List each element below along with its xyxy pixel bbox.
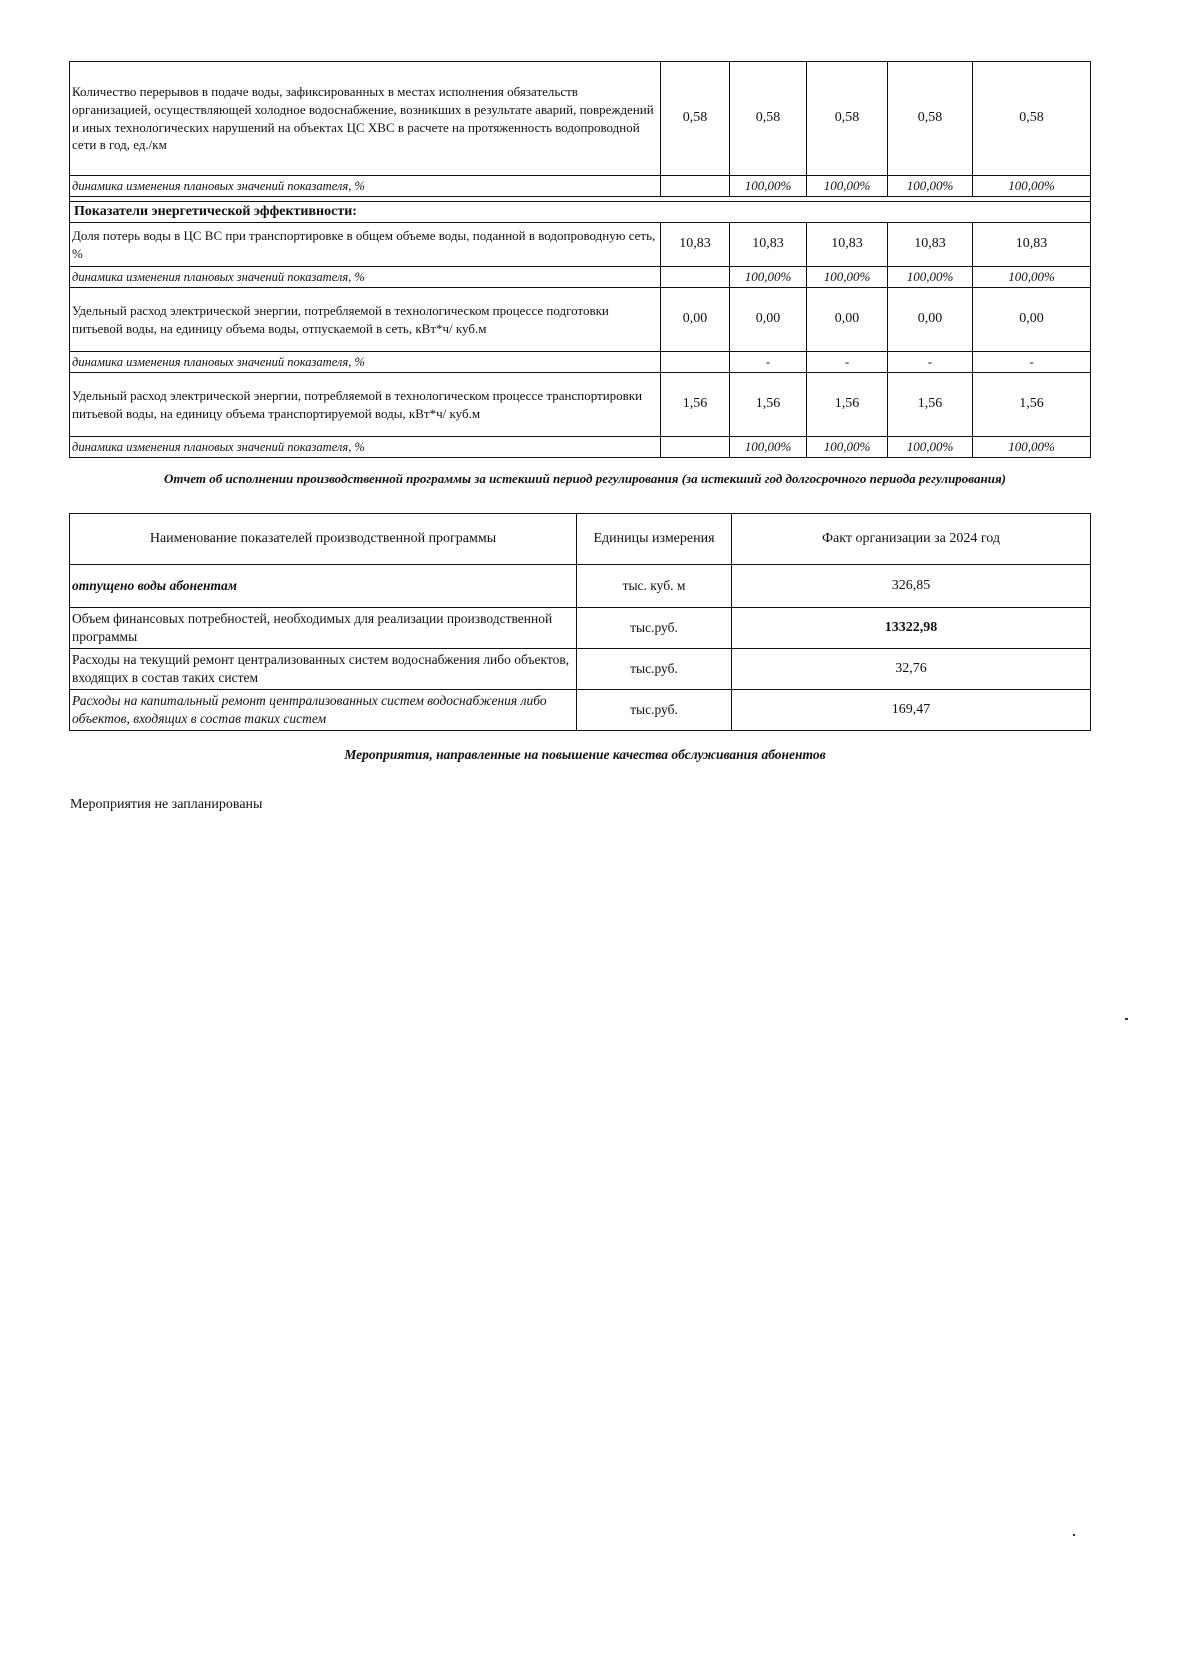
dynamics-value: 100,00% xyxy=(888,437,973,458)
dynamics-value: 100,00% xyxy=(973,437,1091,458)
report-row xyxy=(70,649,1091,690)
indicator-value: 1,56 xyxy=(973,373,1091,437)
report-row xyxy=(70,690,1091,731)
scan-speck xyxy=(1073,1534,1075,1536)
dynamics-row xyxy=(70,267,1091,288)
indicator-row xyxy=(70,62,1091,176)
dynamics-value: 100,00% xyxy=(807,437,888,458)
dynamics-value: 100,00% xyxy=(888,267,973,288)
measures-note: Мероприятия не запланированы xyxy=(70,797,263,812)
report-row-fact: 32,76 xyxy=(732,649,1091,690)
report-row-unit: тыс.руб. xyxy=(577,608,732,649)
indicator-value: 0,58 xyxy=(888,62,973,176)
report-row-name: Объем финансовых потребностей, необходимых для реализации производственной программы xyxy=(70,608,577,649)
dynamics-label: динамика изменения плановых значений показателя, % xyxy=(70,437,661,458)
report-row-unit: тыс.руб. xyxy=(577,690,732,731)
indicator-value: 10,83 xyxy=(807,223,888,267)
indicator-value: 0,00 xyxy=(730,288,807,352)
header-name: Наименование показателей производственной программы xyxy=(70,514,577,565)
indicator-value: 0,00 xyxy=(973,288,1091,352)
indicators-table xyxy=(69,61,1091,458)
dynamics-value: - xyxy=(973,352,1091,373)
report-row-fact: 169,47 xyxy=(732,690,1091,731)
indicator-row xyxy=(70,288,1091,352)
report-row xyxy=(70,565,1091,608)
dynamics-value: 100,00% xyxy=(973,176,1091,197)
indicator-row xyxy=(70,223,1091,267)
dynamics-value: 100,00% xyxy=(888,176,973,197)
report-header-row xyxy=(70,514,1091,565)
report-table xyxy=(69,513,1091,731)
indicator-value: 0,00 xyxy=(807,288,888,352)
report-caption: Отчет об исполнении производственной программы за истекший период регулирования (за истекший год долгосрочного периода регулирования) xyxy=(164,471,1006,486)
dynamics-value xyxy=(661,176,730,197)
header-unit: Единицы измерения xyxy=(577,514,732,565)
indicator-value: 1,56 xyxy=(730,373,807,437)
dynamics-value xyxy=(661,267,730,288)
report-row-name: отпущено воды абонентам xyxy=(70,565,577,608)
dynamics-row xyxy=(70,437,1091,458)
dynamics-label: динамика изменения плановых значений показателя, % xyxy=(70,176,661,197)
report-row-fact: 326,85 xyxy=(732,565,1091,608)
indicator-value: 10,83 xyxy=(888,223,973,267)
indicator-value: 0,58 xyxy=(973,62,1091,176)
dynamics-value: 100,00% xyxy=(807,267,888,288)
indicator-value: 1,56 xyxy=(888,373,973,437)
indicator-name: Удельный расход электрической энергии, потребляемой в технологическом процессе подготовки питьевой воды, на единицу объема воды, отпускаемой в сеть, кВт*ч/ куб.м xyxy=(70,288,661,352)
indicator-value: 10,83 xyxy=(730,223,807,267)
dynamics-value: - xyxy=(888,352,973,373)
report-row-unit: тыс.руб. xyxy=(577,649,732,690)
indicator-name: Доля потерь воды в ЦС ВС при транспортировке в общем объеме воды, поданной в водопроводную сеть, % xyxy=(70,223,661,267)
indicator-value: 1,56 xyxy=(807,373,888,437)
section-heading-row xyxy=(70,202,1091,223)
indicator-value: 1,56 xyxy=(661,373,730,437)
report-row-name: Расходы на капитальный ремонт централизованных систем водоснабжения либо объектов, входящих в состав таких систем xyxy=(70,690,577,731)
indicator-name: Количество перерывов в подаче воды, зафиксированных в местах исполнения обязательств организацией, осуществляющей холодное водоснабжение, возникших в результате аварий, повреждений и иных технологических нарушений на объектах ЦС ХВС в расчете на протяженность водопроводной сети в год, ед./км xyxy=(70,62,661,176)
dynamics-label: динамика изменения плановых значений показателя, % xyxy=(70,352,661,373)
indicator-value: 0,00 xyxy=(888,288,973,352)
dynamics-value xyxy=(661,437,730,458)
dynamics-value: 100,00% xyxy=(730,176,807,197)
indicator-name: Удельный расход электрической энергии, потребляемой в технологическом процессе транспортировки питьевой воды, на единицу объема транспортируемой воды, кВт*ч/ куб.м xyxy=(70,373,661,437)
indicator-value: 10,83 xyxy=(661,223,730,267)
dynamics-value xyxy=(661,352,730,373)
indicator-value: 0,00 xyxy=(661,288,730,352)
dynamics-label: динамика изменения плановых значений показателя, % xyxy=(70,267,661,288)
dynamics-value: - xyxy=(807,352,888,373)
indicator-row xyxy=(70,373,1091,437)
scan-speck xyxy=(1125,1018,1128,1020)
dynamics-row xyxy=(70,352,1091,373)
dynamics-value: 100,00% xyxy=(807,176,888,197)
indicator-value: 10,83 xyxy=(973,223,1091,267)
report-row-fact: 13322,98 xyxy=(732,608,1091,649)
measures-title: Мероприятия, направленные на повышение качества обслуживания абонентов xyxy=(344,747,826,762)
report-row xyxy=(70,608,1091,649)
indicator-value: 0,58 xyxy=(661,62,730,176)
report-row-name: Расходы на текущий ремонт централизованных систем водоснабжения либо объектов, входящих в состав таких систем xyxy=(70,649,577,690)
dynamics-value: 100,00% xyxy=(730,437,807,458)
header-fact: Факт организации за 2024 год xyxy=(732,514,1091,565)
dynamics-value: 100,00% xyxy=(730,267,807,288)
indicator-value: 0,58 xyxy=(730,62,807,176)
section-heading: Показатели энергетической эффективности: xyxy=(70,202,1091,223)
dynamics-row xyxy=(70,176,1091,197)
dynamics-value: - xyxy=(730,352,807,373)
dynamics-value: 100,00% xyxy=(973,267,1091,288)
indicator-value: 0,58 xyxy=(807,62,888,176)
report-row-unit: тыс. куб. м xyxy=(577,565,732,608)
